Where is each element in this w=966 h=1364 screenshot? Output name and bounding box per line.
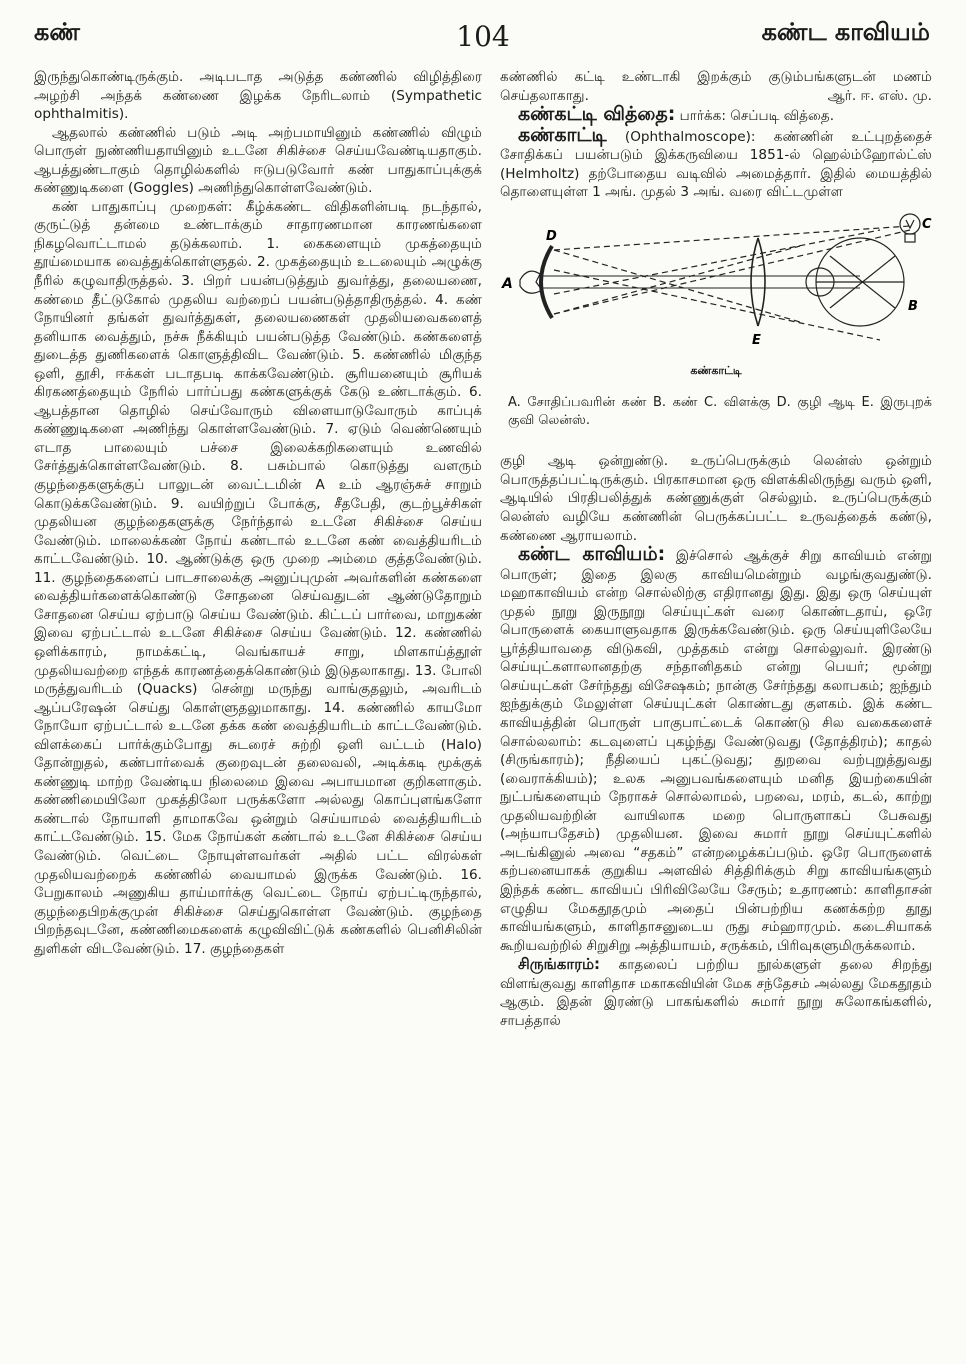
ophthalmoscope-diagram [500, 210, 932, 360]
entry-subheadword: சிருங்காரம்: [518, 955, 601, 974]
paragraph-continued: இருந்துகொண்டிருக்கும். அடிபடாத அடுத்த கண்ணில் விழித்திரை அழற்சி அந்தக் கண்ணை இழக்க நேரிடலாம் (Sympathetic ophthalmitis). [34, 69, 482, 123]
running-head-left: கண் [34, 18, 80, 46]
entry-ophthalmoscope: கண்காட்டி (Ophthalmoscope): கண்ணின் உட்புறத்தைச் சோதிக்கப் பயன்படும் இக்கருவியை 1851-ல் ஹெல்ம்ஹோல்ட்ஸ் (Helmholtz) தற்போதைய வடிவில் அமைத்தார். இதில் மையத்தில் தொளையுள்ள 1 அங். முதல் 3 அங். வரை விட்டமுள்ள [500, 123, 933, 201]
paragraph-continued-right: கண்ணில் கட்டி உண்டாகி இறக்கும் குடும்பங்களுடன் மணம் செய்தலாகாது. ஆர். ஈ. எஸ். மு. [500, 69, 932, 104]
entry-headword: கண்காட்டி [518, 123, 607, 146]
lamp-bulb-shape [900, 214, 920, 234]
examiner-eye-shape [520, 271, 542, 293]
paragraph-ophthalmoscope-continued: குழி ஆடி ஒன்றுண்டு. உருப்பெருக்கும் லென்ஸ் ஒன்றும் பொருத்தப்பட்டிருக்கும். பிரகாசமான ஒரு விளக்கிலிருந்து வரும் ஒளி, ஆடியில் பிரதிபலித்துக் கண்ணுக்குள் செல்லும். உருப்பெருக்கும் லென்ஸ் வழியே கண்ணின் பெருக்கப்பட்ட உருவத்தைக் கண்டு, கண்ணை ஆராயலாம். [500, 453, 932, 544]
figure-caption: கண்காட்டி [690, 363, 742, 377]
entry-headword: கண்கட்டி வித்தை: [518, 103, 676, 126]
left-column [34, 68, 482, 958]
entry-kanda-kaaviyam: கண்ட காவியம்: இச்சொல் ஆக்குச் சிறு காவியம் என்று பொருள்; இதை இலகு காவியமென்றும் வழங்குவதுண்டு. மஹாகாவியம் என்ற சொல்லிற்கு எதிரானது இது. இது ஒரு செய்யுள் முதல் நூறு இருநூறு செய்யுட்கள் வரை கொண்டதாய், ஒரே பொருளைக் கையாளுவதாக இருக்கவேண்டும். ஒரு செய்யுளிலேயே பூர்த்தியாவதை விடுகவி, முத்தகம் என்று சொல்லுவர். இரண்டு செய்யுட்களாலானதற்கு சந்தானிதகம் என்று பெயர்; மூன்று செய்யுட்கள் சேர்ந்தது விசேஷகம்; நான்கு சேர்ந்தது கலாபகம்; ஐந்தும் ஐந்துக்கும் மேலுள்ள செய்யுட்கள் கொண்டது குளகம். இக் கண்ட காவியத்தின் பொருள் பாகுபாட்டைக் கொண்டு சில வகைகளைச் சொல்லலாம்: கடவுளைப் புகழ்ந்து வேண்டுவது (தோத்திரம்); காதல் (சிருங்காரம்); நீதியைப் புகட்டுவது; துறவை வற்புறுத்துவது (வைராக்கியம்); உலக அனுபவங்களையும் மனித இயற்கையின் நுட்பங்களையும் நேராகச் சொல்லாமல், பறவை, மரம், கடல், காற்று முதலியவற்றின் வாயிலாக மறை பொருளாகப் பேசுவது (அந்யாபதேசம்) முதலியன. இவை சுமார் நூறு செய்யுட்களில் அடங்கினுல் அவை “சதகம்” என்றழைக்கப்படும். ஒரே பொருளைக் கற்பனையாகக் குறுகிய அளவில் சித்திரிக்கும் சிறு காவியங்களும் இந்தக் கண்ட காவியப் பிரிவிலேயே சேரும்; உதாரணம்: காளிதாசன் எழுதிய மேகதூதமும் அதைப் பின்பற்றிய கணக்கற்ற தூது காவியங்களும், காளிதாசனுடைய ருது சம்ஹாரமும். கடைசியாகக் கூறியவற்றில் சிறுசிறு அத்தியாயம், சருக்கம், பிரிவுகளுமிருக்கலாம். [500, 543, 932, 954]
label-a: A [502, 275, 513, 292]
entry-kankatti-viththai: கண்கட்டி வித்தை: பார்க்க: செப்படி வித்தை. [518, 103, 835, 126]
label-d: D [546, 228, 557, 244]
lens-shape [758, 238, 765, 326]
ophthalmoscope-figure [500, 210, 932, 431]
figure-legend: A. சோதிப்பவரின் கண் B. கண் C. விளக்கு D. குழி ஆடி E. இருபுறக் குவி லென்ஸ். [508, 395, 932, 429]
right-column [500, 68, 932, 1030]
label-e: E [752, 332, 761, 348]
entry-sirungaaram: சிருங்காரம்: காதலைப் பற்றிய நூல்களுள் தலை சிறந்து விளங்குவது காளிதாச மகாகவியின் மேக சந்தேசம் அல்லது மேகதூதம் ஆகும். இதன் இரண்டு பாகங்களில் சுமார் நூறு சுலோகங்களில், சாபத்தால் [500, 955, 932, 1029]
running-head-right: கண்ட காவியம் [761, 18, 930, 46]
label-b: B [908, 298, 918, 314]
concave-mirror-shape [541, 246, 552, 318]
author-signature: ஆர். ஈ. எஸ். மு. [827, 87, 932, 104]
label-c: C [922, 216, 932, 232]
page-number: 104 [456, 20, 510, 53]
paragraph-eye-protection: கண் பாதுகாப்பு முறைகள்: கீழ்க்கண்ட விதிகளின்படி நடந்தால், குருட்டுத் தன்மை உண்டாக்கும் சாதாரணமான காரணங்களை நிகழவொட்டாமல் தடுக்கலாம். 1. கைகளையும் முகத்தையும் தூய்மையாக வைத்துக்கொள்ளுதல். 2. முகத்தையும் உடலையும் அழுக்கு நீரில் கழுவாதிருத்தல். 3. பிறர் பயன்படுத்தும் துவர்த்து, தலையணை, கண்மை தீட்டுகோல் முதலிய வற்றைப் பயன்படுத்தாதிருத்தல். 4. கண் நோயினர் தங்கள் துவர்த்துகள், தலையணைகள் முதலியவைகளைத் தனியாக வைத்தும், நச்சு நீக்கியும் பயன்படுத்த வேண்டும். கண்களைத் துடைத்த துணிகளைக் கொளுத்திவிட வேண்டும். 5. கண்ணில் மிகுந்த ஒளி, தூசி, ஈக்கள் படாதபடி காக்கவேண்டும். சூரியனையும் சூரியக் கிரகணத்தையும் நேரில் பார்ப்பது கண்களுக்குக் கேடு உண்டாக்கும். 6. ஆபத்தான தொழில் செய்வோரும் விளையாடுவோரும் காப்புக் கண்ணுடிகளை அணிந்து கொள்ளவேண்டும். 7. ஏடும் வெண்ணெயும் எடாத பாலையும் பச்சை இலைக்கறிகளையும் உணவில் சேர்த்துக்கொள்ளவேண்டும். 8. பசும்பால் கொடுத்து வளரும் குழந்தைகளுக்குப் பாலுடன் வைட்டமின் A உம் ஆரஞ்சுச் சாறும் கொடுக்கவேண்டும். 9. வயிற்றுப் போக்கு, சீதபேதி, குடற்பூச்சிகள் முதலியன குழந்தைகளுக்கு நேர்ந்தால் உடனே சிகிச்சை செய்ய வேண்டும். மாலைக்கண் நோய் கண்டால் உடனே கண் வைத்தியரிடம் காட்டவேண்டும். 10. ஆண்டுக்கு ஒரு முறை அம்மை குத்தவேண்டும். 11. குழந்தைகளைப் பாடசாலைக்கு அனுப்புமுன் அவர்களின் கண்களை வைத்தியர்களைக்கொண்டு சோதனை செய்வதுடன் ஆண்டுதோறும் சோதனை செய்ய ஏற்பாடு செய்ய வேண்டும். கிட்டப் பார்வை, மாறுகண் இவை ஏற்பட்டால் உடனே சிகிச்சை செய்ய வேண்டும். 12. கண்ணில் ஒளிக்காரம், நாமக்கட்டி, வெங்காயச் சாறு, மிளகாய்த்தூள் முதலியவற்றை எந்தக் காரணத்தைக்கொண்டும் இடுதலாகாது. 13. போலி மருத்துவரிடம் (Quacks) சென்று மருந்து வாங்குதலும், அவரிடம் ஆப்பரேஷன் செய்து கொள்ளுதலுமாகாது. 14. கண்ணில் காயமோ நோயோ ஏற்பட்டால் உடனே தக்க கண் வைத்தியரிடம் காட்டவேண்டும். விளக்கைப் பார்க்கும்போது சுடரைச் சுற்றி ஒளி வட்டம் (Halo) தோன்றுதல், கண்பார்வைக் குறைவுடன் தலைவலி, அடிக்கடி மூக்குக் கண்ணுடி மாற்ற வேண்டிய நிலைமை இவை அபாயமான குறிகளாகும். கண்ணிமையிலோ முகத்திலோ பருக்களோ அல்லது கொப்புளங்களோ கண்டால் நோயாளி தாமாகவே ஒன்றும் செய்யாமல் வைத்தியரிடம் காட்டவேண்டும். 15. மேக நோய்கள் கண்டால் உடனே சிகிச்சை செய்ய வேண்டும். வெட்டை நோயுள்ளவர்கள் அதில் பட்ட விரல்கள் முதலியவற்றைக் கண்ணில் வையாமல் இருக்க வேண்டும். 16. பேறுகாலம் அணுகிய தாய்மார்க்கு வெட்டை நோய் ஏற்பட்டிருந்தால், குழந்தைபிறக்குமுன் சிகிச்சை செய்துகொள்ள வேண்டும். குழந்தை பிறந்தவுடனே, கண்ணிமைகளைக் கழுவிவிட்டுக் கண்களில் பெனிசிலின் துளிகள் விடவேண்டும். 17. குழந்தைகள் [34, 198, 482, 957]
entry-headword: கண்ட காவியம்: [518, 543, 666, 566]
paragraph-eye-injury: ஆதலால் கண்ணில் படும் அடி அற்பமாயினும் கண்ணில் விழும் பொருள் நுண்ணியதாயினும் உடனே சிகிச்சை செய்யவேண்டியதாகும். ஆபத்துண்டாகும் தொழில்களில் ஈடுபடுவோர் கண் பாதுகாப்புக்குக் கண்ணுடிகளை (Goggles) அணிந்துகொள்ளவேண்டும். [34, 124, 482, 197]
